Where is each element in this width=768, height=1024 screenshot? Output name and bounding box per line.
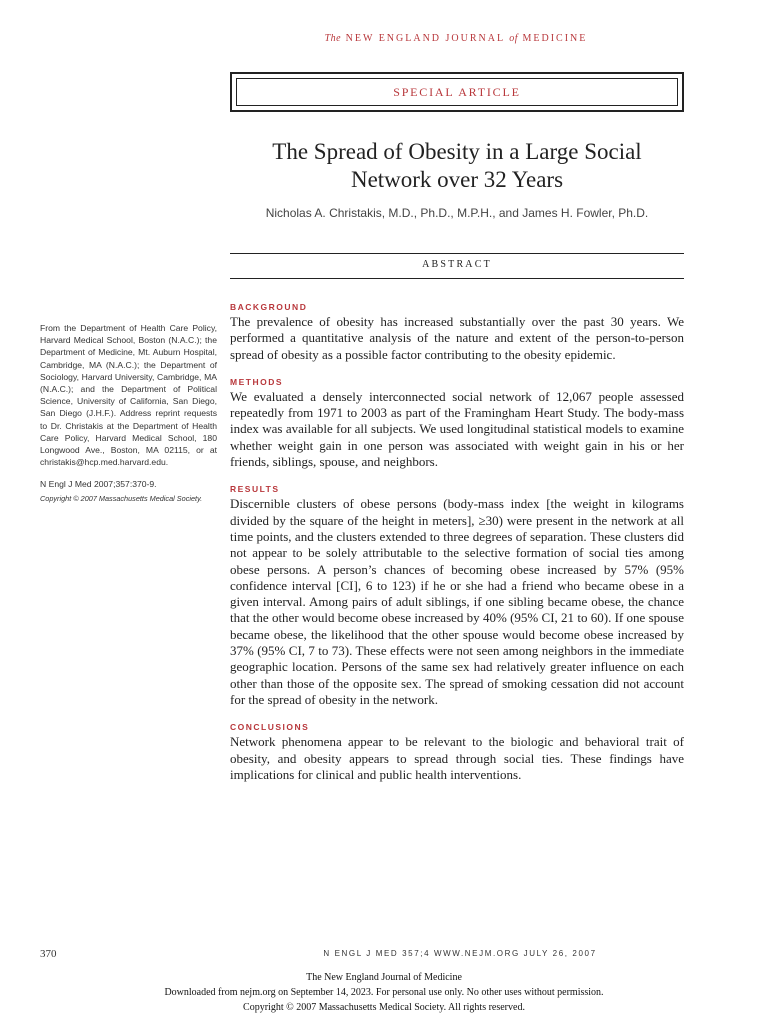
abstract-section-background	[230, 302, 684, 363]
journal-header-medicine: MEDICINE	[522, 33, 588, 44]
section-text: The prevalence of obesity has increased substantially over the past 30 years. We performed a quantitative analysis of the nature and extent of the person-to-person spread of obesity as a possible factor contributing to the obesity epidemic.	[230, 314, 684, 362]
abstract-section-methods	[230, 377, 684, 470]
section-text: Discernible clusters of obese persons (body-mass index [the weight in kilograms divided by the square of the height in meters], ≥30) were present in the network at all time points, and the clusters extended to three degrees of separation. These clusters did not appear to be solely attributable to the selective formation of social ties among obese persons. A person’s chances of becoming obese increased by 57% (95% confidence interval [CI], 6 to 123) if he or she had a friend who became obese in a given interval. Among pairs of adult siblings, if one sibling became obese, the chance that the other would become obese increased by 40% (95% CI, 21 to 60). If one spouse became obese, the likelihood that the other spouse would become obese increased by 37% (95% CI, 7 to 73). These effects were not seen among neighbors in the immediate geographic location. Persons of the same sex had relatively greater influence on each other than those of the opposite sex. The spread of smoking cessation did not account for the spread of obesity in the network.	[230, 496, 684, 707]
journal-header-the: The	[324, 33, 342, 44]
download-notice-line: Downloaded from nejm.org on September 14, 2023. For personal use only. No other uses without permission.	[164, 987, 604, 998]
section-text: We evaluated a densely interconnected social network of 12,067 people assessed repeatedly from 1971 to 2003 as part of the Framingham Heart Study. The body-mass index was available for all subjects. We used longitudinal statistical models to examine whether weight gain in one person was associated with weight gain in his or her friends, siblings, spouse, and neighbors.	[230, 388, 684, 470]
journal-header-name: NEW ENGLAND JOURNAL	[345, 33, 505, 44]
section-heading: CONCLUSIONS	[230, 722, 310, 733]
abstract-rule-top	[230, 253, 684, 254]
affiliations-text: From the Department of Health Care Policy, Harvard Medical School, Boston (N.A.C.); the Department of Medicine, Mt. Auburn Hospital, Cambridge, MA (N.A.C.); the Department of Sociology, Harvard University, Cambridge, MA (N.A.C.); and the Department of Political Science, University of California, San Diego, San Diego (J.H.F.). Address reprint requests to Dr. Christakis at the Department of Health Care Policy, Harvard Medical School, 180 Longwood Ave., Boston, MA 02115, or at christakis@hcp.med.harvard.edu.	[40, 323, 217, 468]
article-type-label: SPECIAL ARTICLE	[393, 84, 521, 99]
article-authors: Nicholas A. Christakis, M.D., Ph.D., M.P.H., and James H. Fowler, Ph.D.	[265, 206, 649, 220]
abstract-rule-bottom	[230, 278, 684, 279]
page-number: 370	[40, 948, 57, 960]
journal-name-line: The New England Journal of Medicine	[306, 972, 462, 983]
abstract-label: ABSTRACT	[422, 259, 492, 270]
section-heading: METHODS	[230, 376, 283, 387]
article-title: The Spread of Obesity in a Large Social Network over 32 Years	[272, 139, 642, 192]
download-notice-block	[0, 970, 768, 1015]
running-footer: N ENGL J MED 357;4 WWW.NEJM.ORG JULY 26, 2007	[323, 949, 597, 958]
copyright-text: Copyright © 2007 Massachusetts Medical Society.	[40, 493, 203, 503]
abstract-body	[230, 302, 684, 797]
section-heading: BACKGROUND	[230, 302, 308, 312]
abstract-section-conclusions	[230, 722, 684, 783]
section-text: Network phenomena appear to be relevant to the biologic and behavioral trait of obesity, and obesity appears to spread through social ties. These findings have implications for clinical and public health interventions.	[230, 734, 684, 782]
citation-text: N Engl J Med 2007;357:370-9.	[40, 479, 157, 490]
article-type-box	[230, 72, 684, 112]
journal-header-of: of	[509, 33, 518, 44]
article-type-inner-frame	[236, 78, 678, 106]
section-heading: RESULTS	[230, 484, 280, 495]
rights-line: Copyright © 2007 Massachusetts Medical Society. All rights reserved.	[243, 1002, 525, 1013]
abstract-section-results	[230, 484, 684, 708]
journal-header	[0, 33, 768, 44]
author-affiliations-sidebar	[40, 322, 217, 505]
